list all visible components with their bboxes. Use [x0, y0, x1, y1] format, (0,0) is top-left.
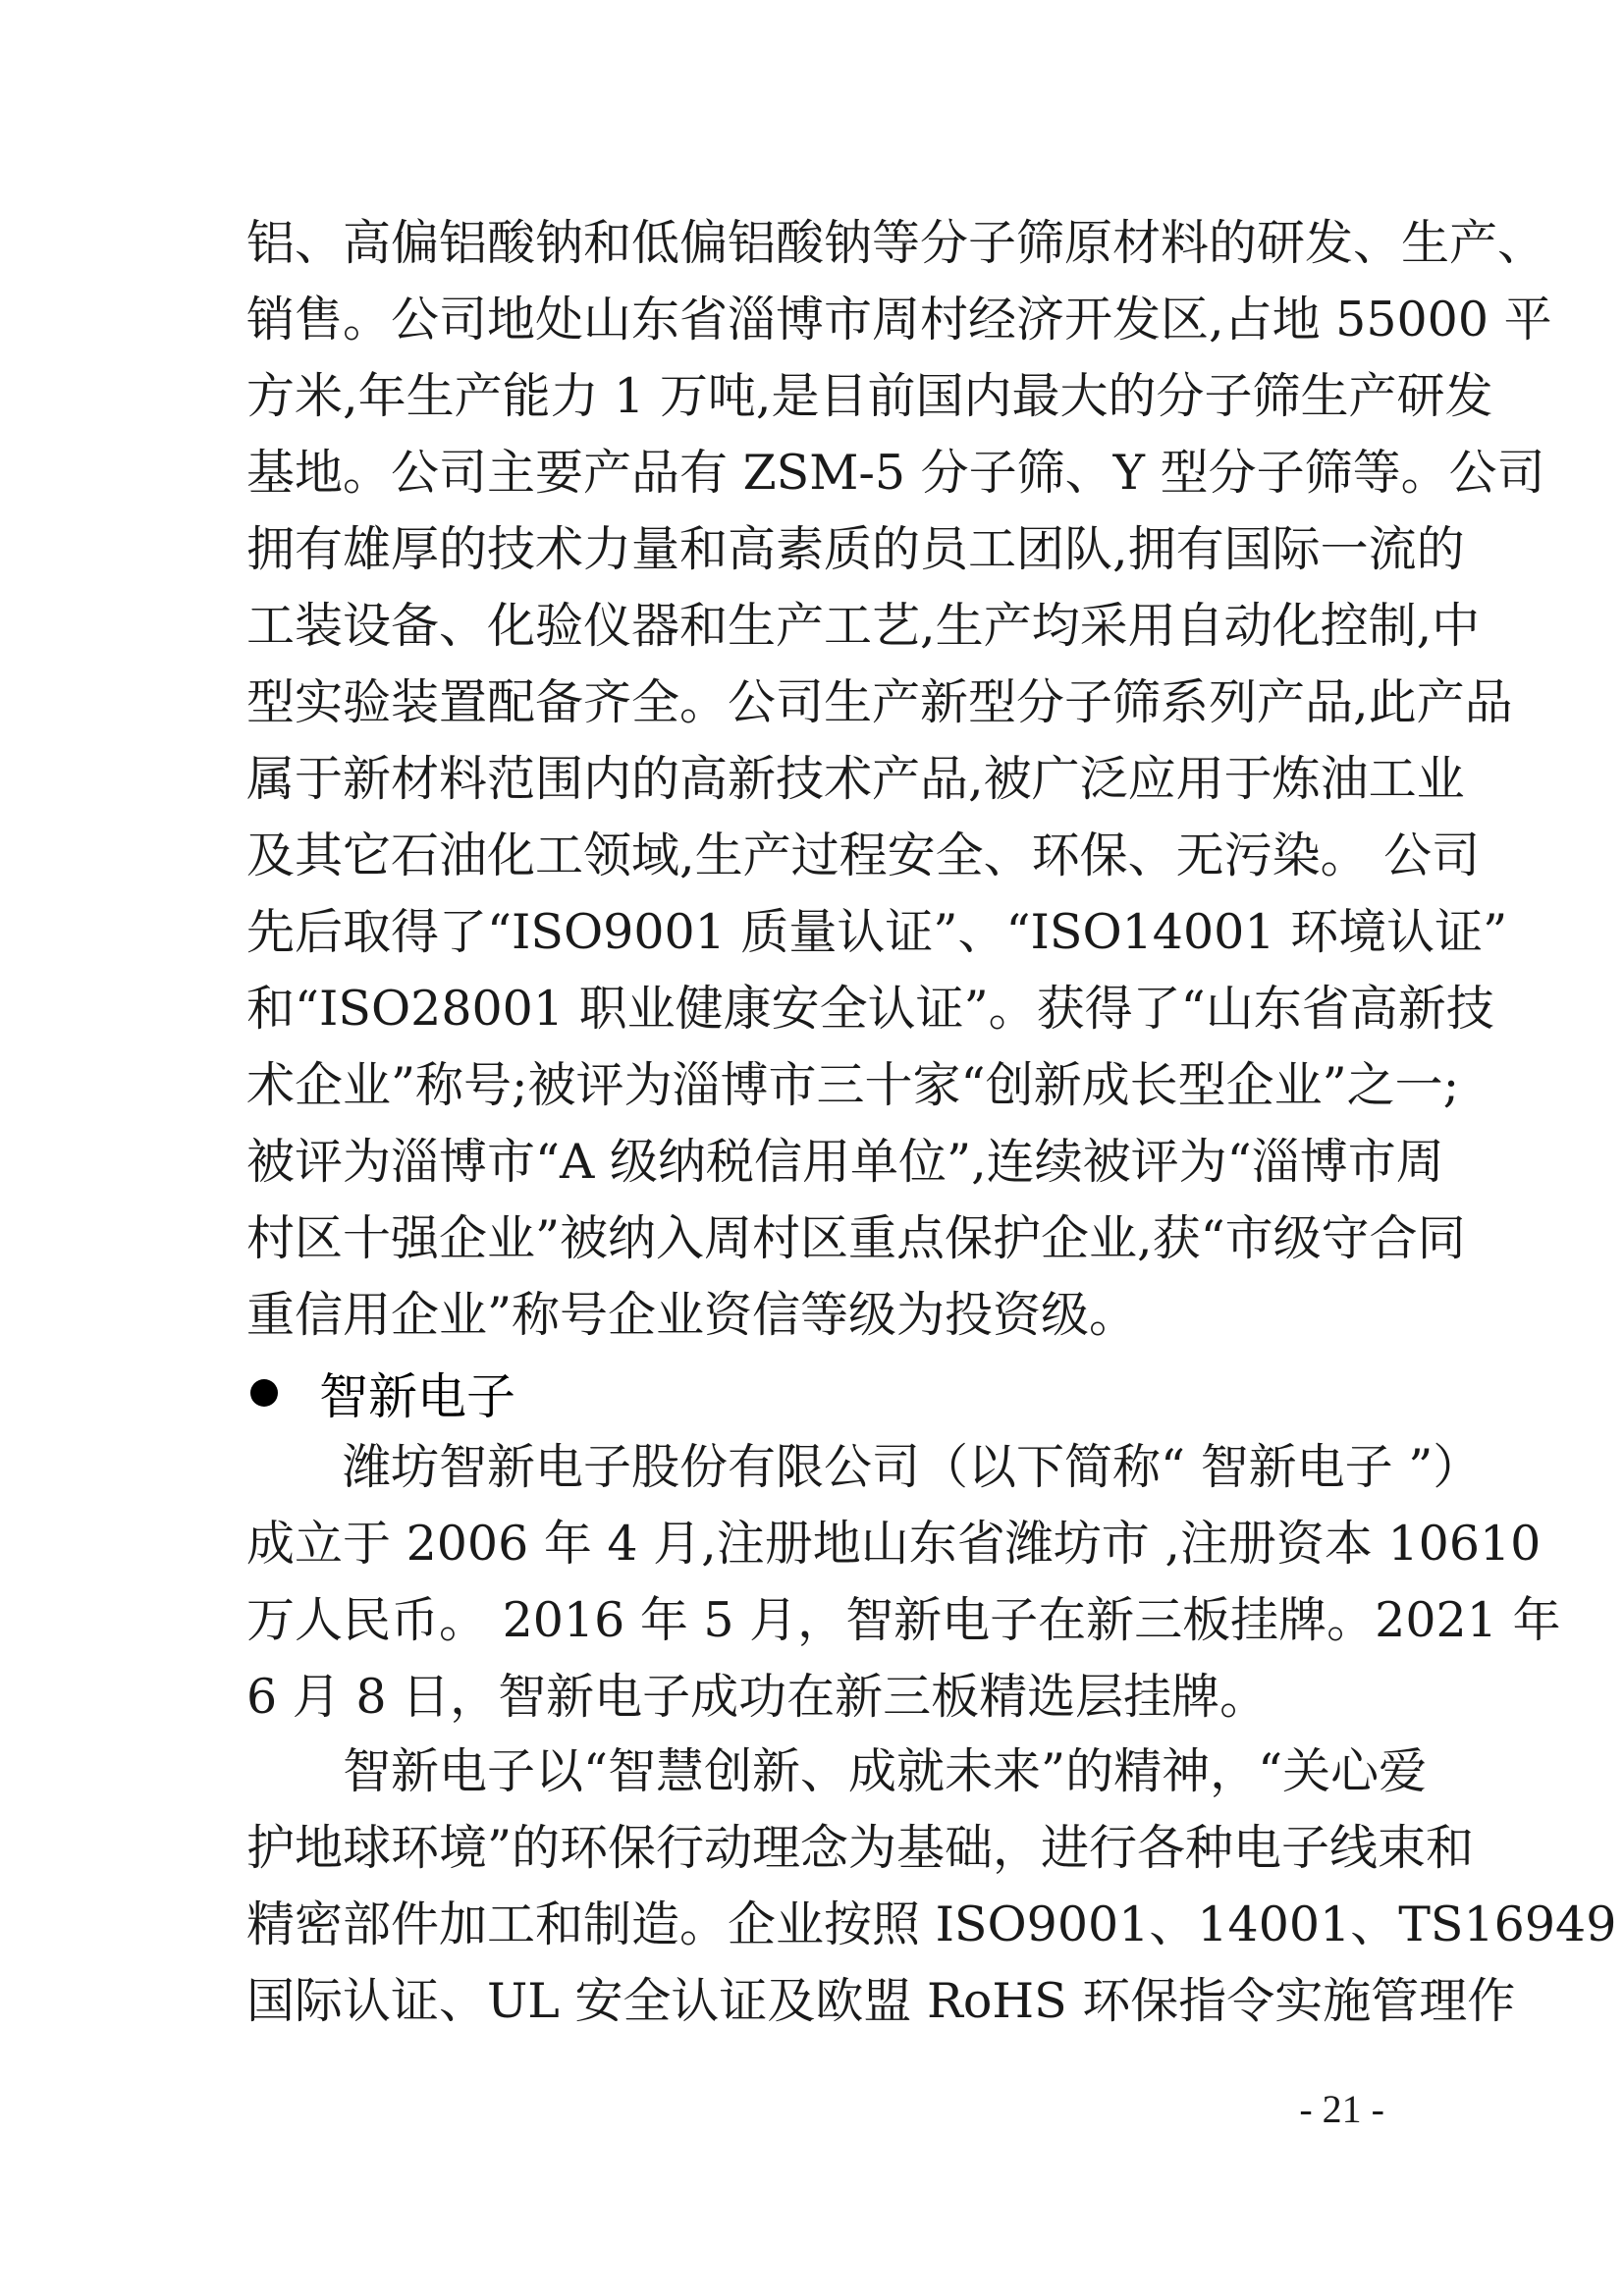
paragraph-line: 万人民币。 2016 年 5 月，智新电子在新三板挂牌。2021 年 — [246, 1592, 1561, 1648]
paragraph-line: 重信用企业”称号企业资信等级为投资级。 — [246, 1287, 1138, 1343]
paragraph-line: 方米,年生产能力 1 万吨,是目前国内最大的分子筛生产研发 — [246, 368, 1493, 424]
page-number: - 21 - — [1299, 2087, 1384, 2131]
section-heading-text: 智新电子 — [319, 1368, 515, 1425]
paragraph-line: 基地。公司主要产品有 ZSM-5 分子筛、Y 型分子筛等。公司 — [246, 445, 1545, 501]
paragraph-line: 拥有雄厚的技术力量和高素质的员工团队,拥有国际一流的 — [246, 521, 1465, 577]
paragraph-line: 工装设备、化验仪器和生产工艺,生产均采用自动化控制,中 — [246, 598, 1481, 654]
paragraph-line: 销售。公司地处山东省淄博市周村经济开发区,占地 55000 平 — [246, 292, 1552, 347]
company-profile-paragraph — [246, 205, 1552, 1354]
paragraph-line: 铝、高偏铝酸钠和低偏铝酸钠等分子筛原材料的研发、生产、 — [246, 215, 1546, 271]
paragraph-line: 村区十强企业”被纳入周村区重点保护企业,获“市级守合同 — [246, 1210, 1466, 1266]
paragraph-line: 先后取得了“ISO9001 质量认证”、“ISO14001 环境认证” — [246, 904, 1508, 960]
section-heading — [246, 1362, 515, 1424]
paragraph-line: 6 月 8 日，智新电子成功在新三板精选层挂牌。 — [246, 1669, 1269, 1725]
paragraph-line: 成立于 2006 年 4 月,注册地山东省潍坊市 ,注册资本 10610 — [246, 1516, 1542, 1572]
zhixin-business-paragraph — [246, 1734, 1617, 2040]
paragraph-line: 属于新材料范围内的高新技术产品,被广泛应用于炼油工业 — [246, 751, 1465, 807]
paragraph-line: 和“ISO28001 职业健康安全认证”。获得了“山东省高新技 — [246, 981, 1494, 1037]
paragraph-line: 潍坊智新电子股份有限公司（以下简称“ 智新电子 ”） — [343, 1439, 1482, 1495]
paragraph-line: 智新电子以“智慧创新、成就未来”的精神，“关心爱 — [343, 1743, 1428, 1799]
paragraph-line: 精密部件加工和制造。企业按照 ISO9001、14001、TS16949 — [246, 1896, 1617, 1952]
paragraph-line: 术企业”称号;被评为淄博市三十家“创新成长型企业”之一; — [246, 1057, 1460, 1113]
zhixin-intro-paragraph — [246, 1429, 1561, 1735]
paragraph-line: 型实验装置配备齐全。公司生产新型分子筛系列产品,此产品 — [246, 674, 1513, 730]
paragraph-line: 及其它石油化工领域,生产过程安全、环保、无污染。 公司 — [246, 828, 1481, 883]
bullet-dot-icon — [250, 1379, 278, 1407]
paragraph-line: 护地球环境”的环保行动理念为基础，进行各种电子线束和 — [246, 1820, 1475, 1876]
paragraph-line: 国际认证、UL 安全认证及欧盟 RoHS 环保指令实施管理作 — [246, 1973, 1516, 2029]
paragraph-line: 被评为淄博市“A 级纳税信用单位”,连续被评为“淄博市周 — [246, 1134, 1444, 1190]
